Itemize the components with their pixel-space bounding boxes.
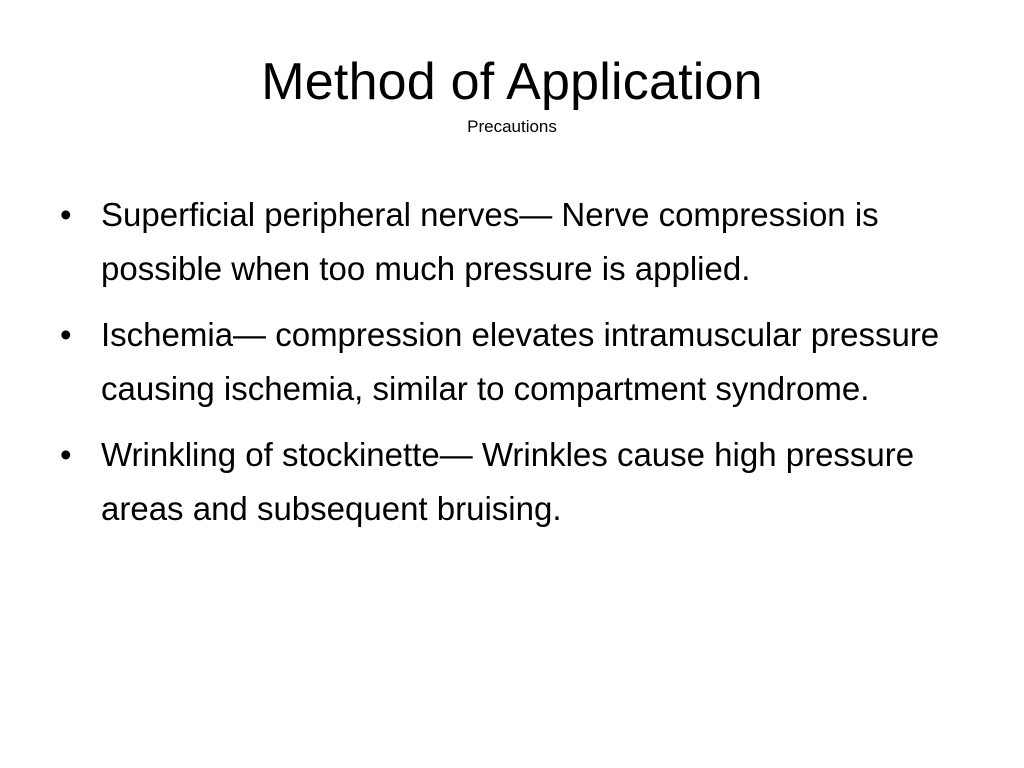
slide-title: Method of Application — [261, 53, 763, 111]
bullet-dot-icon: • — [60, 436, 72, 473]
bullet-item-3 — [58, 428, 988, 536]
bullet-item-1 — [58, 188, 988, 296]
bullet-dot-icon: • — [60, 316, 72, 353]
bullet-list — [58, 188, 988, 548]
bullet-dot-icon: • — [60, 196, 72, 233]
slide-subtitle: Precautions — [467, 117, 557, 136]
bullet-item-2 — [58, 308, 988, 416]
bullet-text-3: Wrinkling of stockinette— Wrinkles cause high pressure areas and subsequent bruising. — [101, 436, 915, 527]
title-block — [0, 50, 1024, 138]
bullet-text-2: Ischemia— compression elevates intramuscular pressure causing ischemia, similar to compartment syndrome. — [101, 316, 940, 407]
bullet-text-1: Superficial peripheral nerves— Nerve compression is possible when too much pressure is applied. — [101, 196, 879, 287]
